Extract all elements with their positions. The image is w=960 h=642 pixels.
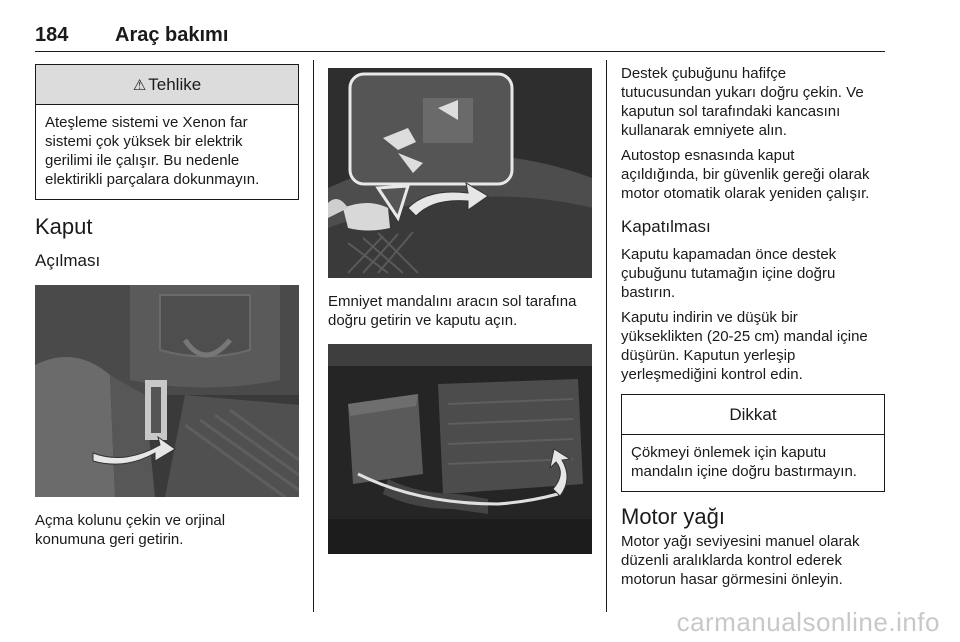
- text-line: tutucusundan yukarı doğru çekin. Ve: [621, 84, 864, 101]
- text-line: gerilimi ile çalışır. Bu nedenle: [45, 152, 240, 169]
- text-line: doğru getirin ve kaputu açın.: [328, 312, 518, 329]
- text-line: konumuna geri getirin.: [35, 531, 184, 548]
- text-line: Autostop esnasında kaput: [621, 147, 795, 164]
- text-line: mandalın içine doğru bastırmayın.: [631, 463, 857, 480]
- notice-header: [622, 395, 884, 435]
- engine-bay-image: [328, 344, 592, 554]
- warning-text: [36, 105, 298, 199]
- page-header: [35, 22, 885, 52]
- column-divider: [313, 60, 314, 612]
- text-line: Açma kolunu çekin ve orjinal: [35, 512, 226, 529]
- notice-text: [622, 435, 884, 491]
- paragraph-close-2: [621, 308, 885, 384]
- chapter-title: Araç bakımı: [115, 24, 229, 46]
- notice-title: Dikkat: [729, 404, 777, 424]
- caption-lever: [35, 511, 299, 549]
- section-title-kaput: Kaput: [35, 214, 93, 239]
- text-line: bastırın.: [621, 284, 676, 301]
- text-line: yükseklikten (20-25 cm) mandal içine: [621, 328, 868, 345]
- caption-safety-catch: [328, 292, 592, 330]
- warning-header: [36, 65, 298, 105]
- text-line: Kaputu kapamadan önce destek: [621, 246, 837, 263]
- section-title-motor-oil: Motor yağı: [621, 504, 725, 529]
- text-line: çubuğunu tutamağın içine doğru: [621, 265, 836, 282]
- safety-catch-image: [328, 68, 592, 278]
- paragraph-motor-oil: [621, 532, 885, 589]
- warning-title: Tehlike: [148, 74, 202, 94]
- paragraph-autostop: [621, 146, 885, 203]
- watermark: carmanualsonline.info: [676, 607, 940, 637]
- text-line: sistemi çok yüksek bir elektrik: [45, 133, 243, 150]
- text-line: elektirikli parçalara dokunmayın.: [45, 171, 260, 188]
- paragraph-support-rod: [621, 64, 885, 140]
- column-3: [621, 64, 885, 589]
- column-divider: [606, 60, 607, 612]
- warning-box: [35, 64, 299, 200]
- subsection-title-closing: Kapatılması: [621, 217, 711, 236]
- text-line: kaputun sol tarafındaki kancasını: [621, 103, 841, 120]
- subsection-title-opening: Açılması: [35, 251, 101, 270]
- text-line: Ateşleme sistemi ve Xenon far: [45, 114, 248, 131]
- text-line: Kaputu indirin ve düşük bir: [621, 309, 798, 326]
- column-1: [35, 64, 299, 549]
- page-number: 184: [35, 24, 69, 46]
- text-line: Destek çubuğunu hafifçe: [621, 65, 787, 82]
- notice-box: [621, 394, 885, 492]
- text-line: Emniyet mandalını aracın sol tarafına: [328, 293, 577, 310]
- text-line: düşürün. Kaputun yerleşip: [621, 347, 796, 364]
- text-line: açıldığında, bir güvenlik gereği olarak: [621, 166, 870, 183]
- text-line: kullanarak emniyete alın.: [621, 122, 787, 139]
- text-line: Motor yağı seviyesini manuel olarak: [621, 533, 860, 550]
- text-line: düzenli aralıklarda kontrol ederek: [621, 552, 842, 569]
- paragraph-close-1: [621, 245, 885, 302]
- warning-triangle-icon: ⚠: [132, 76, 147, 94]
- text-line: yerleşmediğini kontrol edin.: [621, 366, 803, 383]
- text-line: Çökmeyi önlemek için kaputu: [631, 444, 827, 461]
- text-line: motorun hasar görmesini önleyin.: [621, 571, 843, 588]
- hood-release-lever-image: [35, 285, 299, 497]
- column-2: [328, 64, 592, 554]
- text-line: motor otomatik olarak yeniden çalışır.: [621, 185, 870, 202]
